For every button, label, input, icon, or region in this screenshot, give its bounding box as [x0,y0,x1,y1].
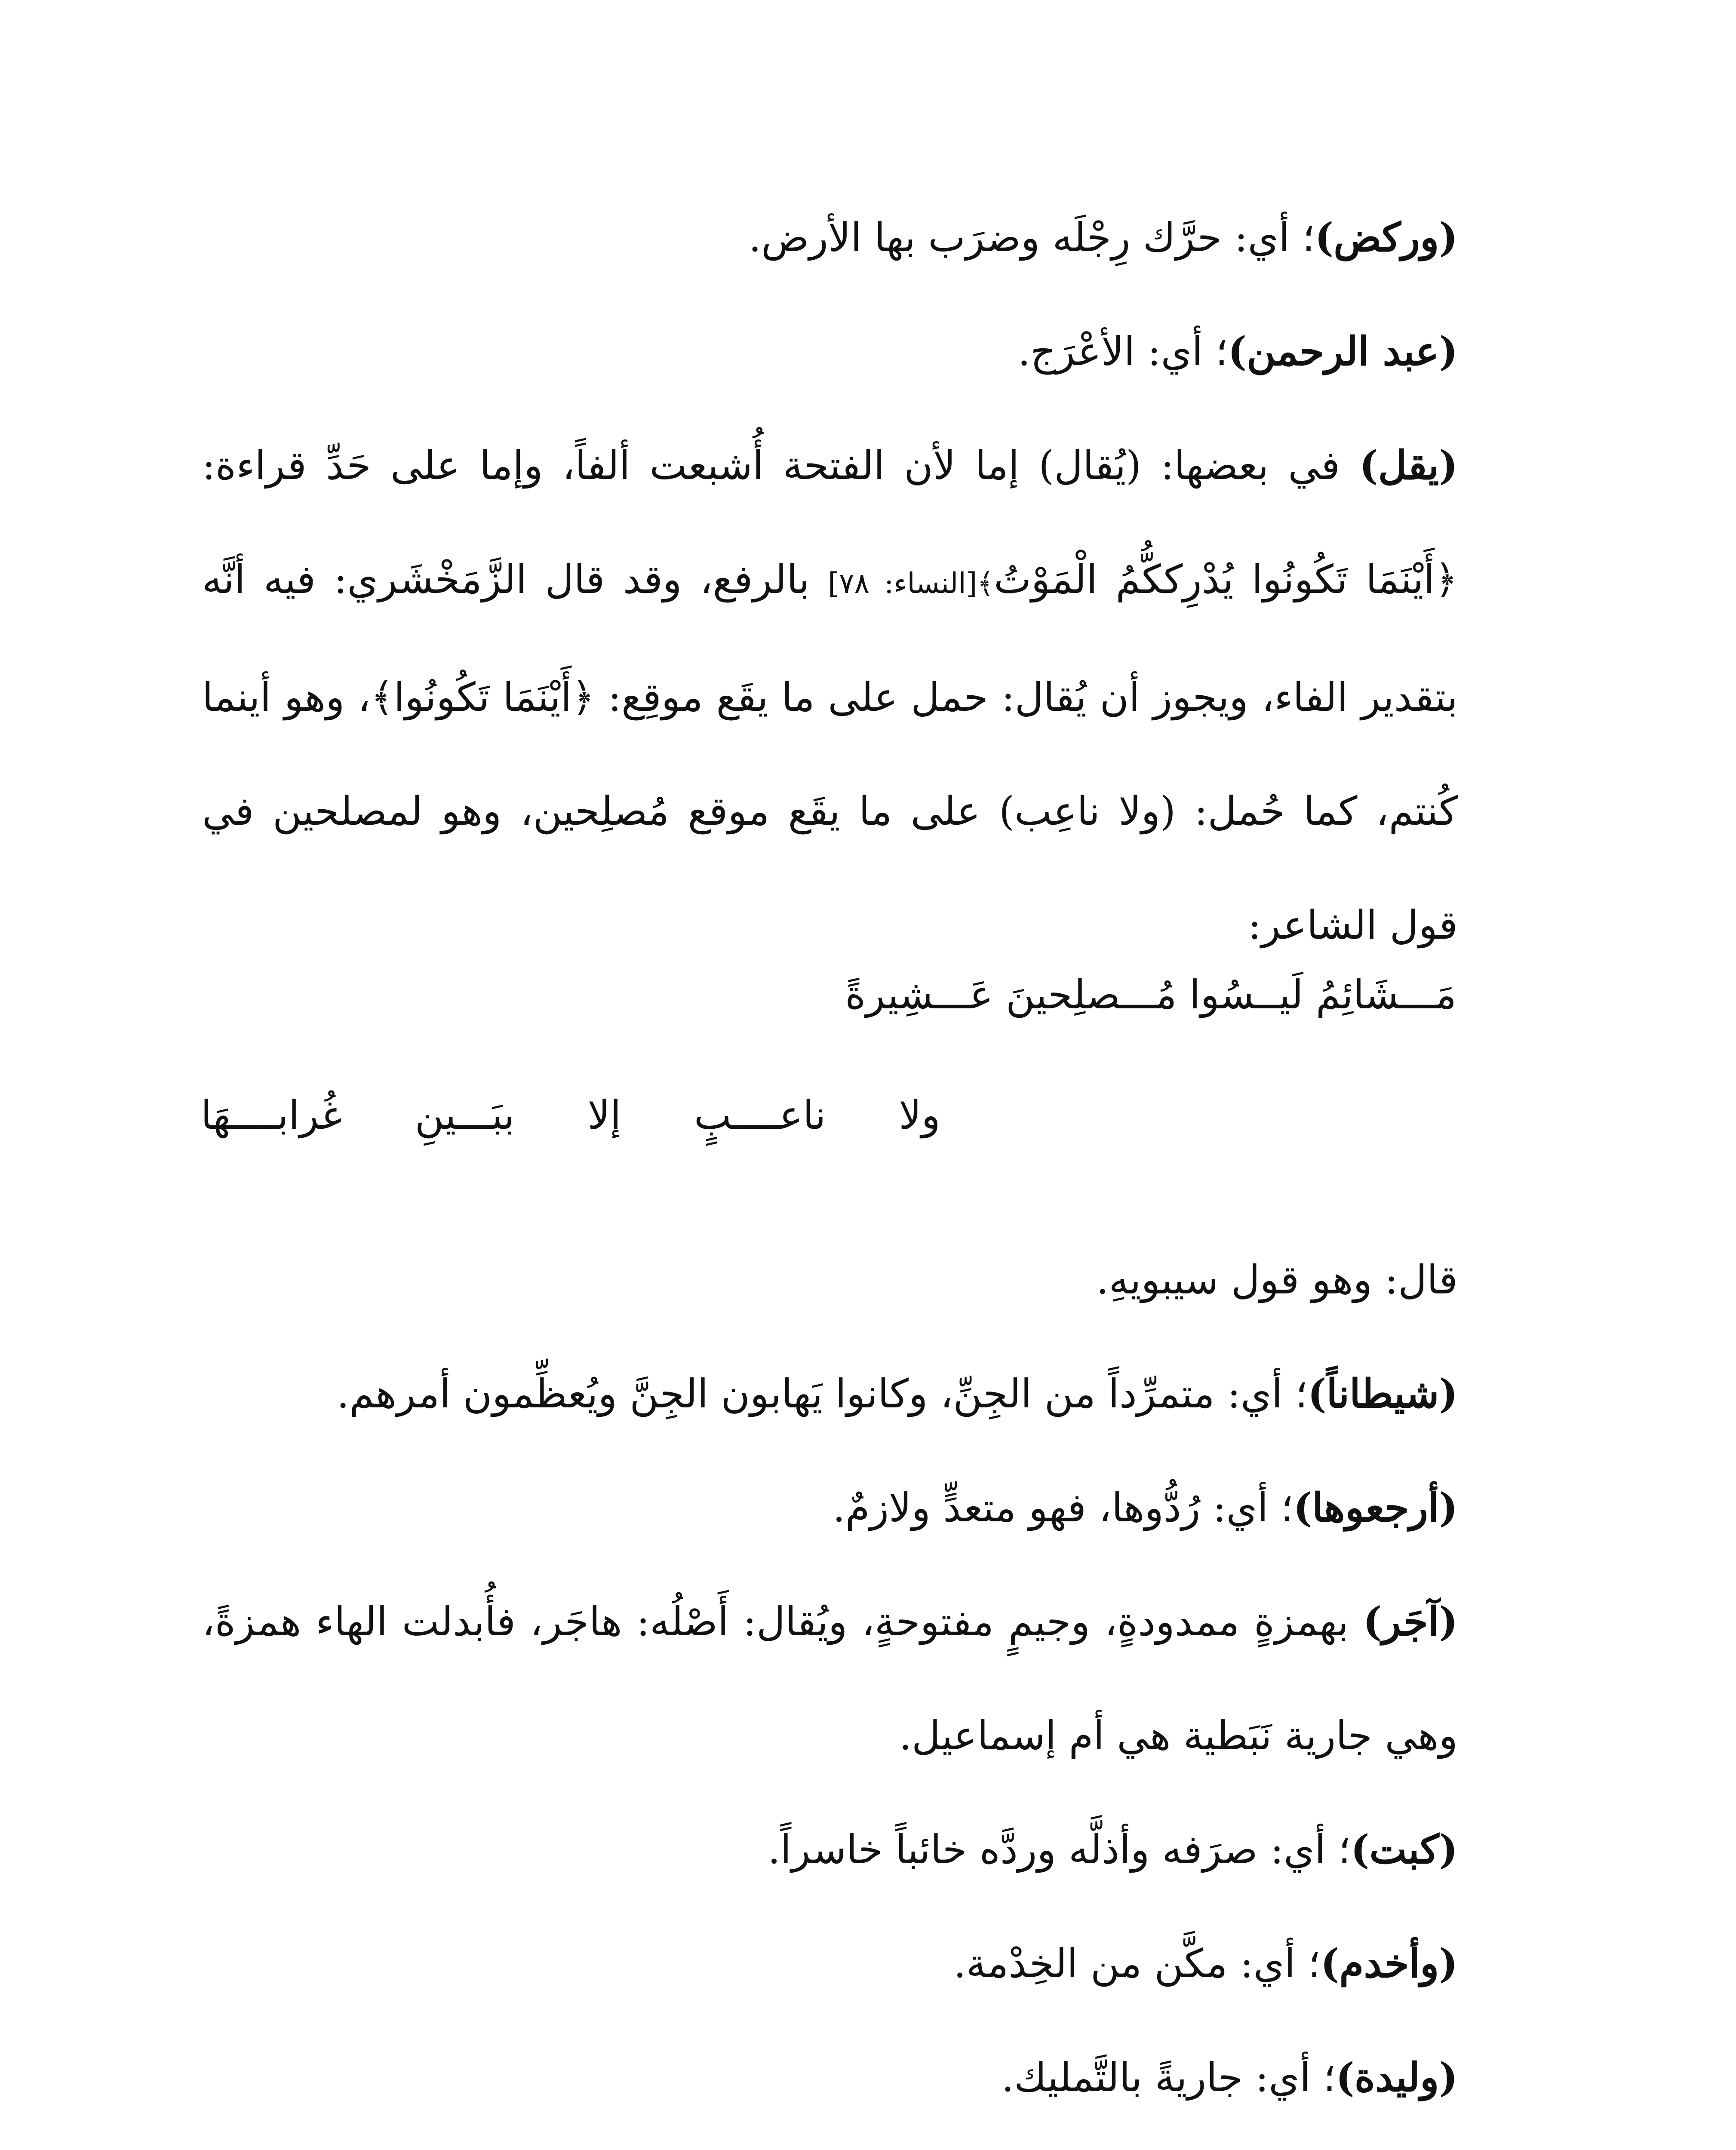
poetry-verse-second-hemistich: ولا ناعــــبٍ إلا ببَـــينِ غُرابــــهَا [201,1092,940,1138]
quran-quote: أَيْنَمَا تَكُونُوا يُدْرِككُّمُ الْمَوْتُ [994,556,1435,602]
gloss: ؛ أي: رُدُّوها، فهو متعدٍّ ولازمٌ. [833,1485,1294,1531]
gloss: ؛ أي: حرَّك رِجْلَه وضرَب بها الأرض. [748,215,1315,261]
paragraph-wa-rakad [202,181,1458,295]
text-body [202,181,1458,2135]
term: (أرجعوها) [1293,1484,1458,1531]
gloss: بهمزةٍ ممدودةٍ، وجيمٍ مفتوحةٍ، ويُقال: أَصْلُه: هاجَر، فأُبدلت الهاء همزةً، وهي جارية نَبَطية هي أم إسماعيل. [202,1599,1458,1759]
term: (كبت) [1351,1826,1458,1873]
quran-reference: ﴾[النساء: ٧٨] [828,567,994,600]
term: (وليدة) [1336,2054,1458,2101]
gloss: ؛ أي: صرَفه وأذلَّه وردَّه خائباً خاسراً. [768,1827,1351,1873]
term: (وركض) [1315,214,1458,261]
gloss: ؛ أي: جاريةً بالتَّمليك. [1001,2055,1336,2101]
gloss: ؛ أي: مكَّن من الخِدْمة. [953,1941,1321,1987]
term: (شيطاناً) [1307,1370,1458,1417]
paragraph-arjiuha [202,1451,1458,1565]
term: (عبد الرحمن) [1228,328,1458,375]
term: (آجَر) [1363,1598,1458,1645]
paragraph-yaqul [202,408,1458,982]
term: (وأخدم) [1320,1940,1458,1987]
gloss: في بعضها: (يُقال) إما لأن الفتحة أُشبعت ألفاً، وإما على حَدِّ قراءة: ﴿ [202,442,1458,602]
gloss: قال: وهو قول سيبويهِ. [1096,1257,1458,1303]
paragraph-walida [202,2021,1458,2135]
gloss: ؛ أي: الأعْرَج. [1017,329,1228,375]
term: (يقل) [1359,442,1458,488]
paragraph-qala [202,1223,1458,1337]
paragraph-akhdam [202,1907,1458,2021]
gloss: ؛ أي: متمرِّداً من الجِنِّ، وكانوا يَهابون الجِنَّ ويُعظِّمون أمرهم. [336,1371,1308,1417]
paragraph-shaytanan [202,1337,1458,1451]
paragraph-ajar [202,1565,1458,1793]
gloss: ﴾، وهو أينما كُنتم، كما حُمل: (ولا ناعِب) على ما يقَع موقع مُصلِحين، وهو لمصلحين في قول الشاعر: [202,674,1458,948]
poetry-verse-first-hemistich: مَـــشَائِمُ لَيــسُوا مُـــصلِحينَ عَـــشِيرةً [845,972,1456,1018]
paragraph-kabat [202,1793,1458,1907]
quran-quote: أَيْنَمَا تَكُونُوا [393,674,572,720]
paragraph-abd-al-rahman [202,295,1458,408]
gloss: بالرفع، وقد قال الزَّمَخْشَري: فيه أنَّه بتقدير الفاء، ويجوز أن يُقال: حمل على ما يقَع موقِع: ﴿ [202,556,1458,720]
